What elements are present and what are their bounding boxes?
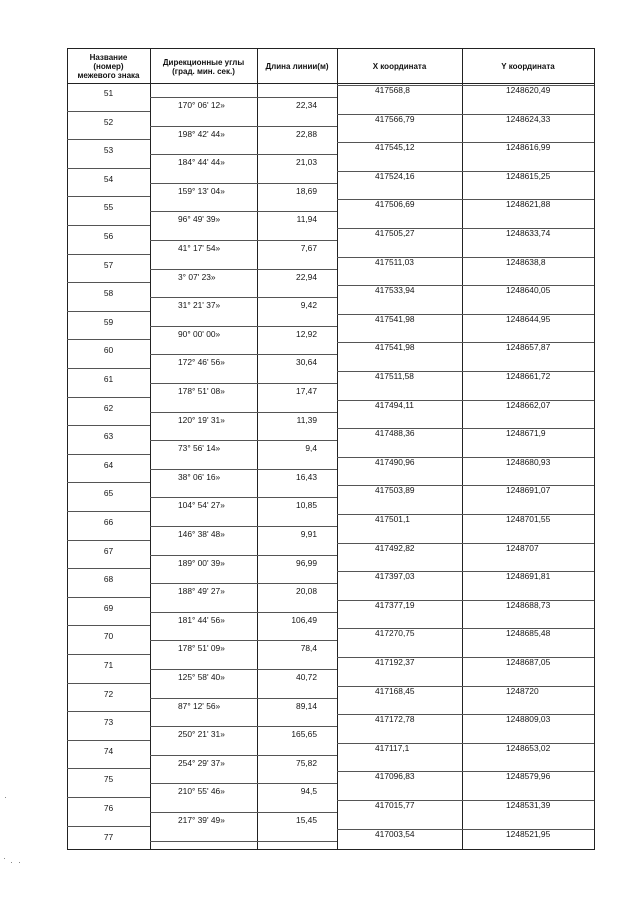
point-y: 1248644,95	[506, 313, 551, 324]
column-header-line: (номер)	[93, 62, 124, 71]
line-length: 94,5	[300, 786, 317, 797]
line-length: 96,99	[296, 557, 317, 568]
line-length: 40,72	[296, 672, 317, 682]
scan-speck	[4, 858, 5, 859]
point-x: 417270,75	[375, 628, 415, 639]
column-header-line: X координата	[372, 62, 427, 71]
direction-angle: 146° 38' 48»	[178, 529, 225, 539]
line-length: 9,42	[300, 300, 317, 311]
column-border	[462, 48, 463, 849]
point-x: 417506,69	[375, 199, 415, 210]
point-x: 417492,82	[375, 542, 415, 553]
line-length: 12,92	[296, 328, 317, 339]
point-y: 1248671,9	[506, 428, 546, 439]
point-x: 417524,16	[375, 170, 415, 181]
point-y: 1248701,55	[506, 514, 551, 524]
row-border-name	[67, 311, 150, 312]
point-y: 1248531,39	[506, 800, 551, 810]
point-x: 417172,78	[375, 714, 415, 725]
line-length: 7,67	[300, 243, 317, 253]
row-border-angle	[150, 612, 337, 613]
direction-angle: 254° 29' 37»	[178, 757, 225, 768]
point-y: 1248579,96	[506, 771, 551, 782]
point-name: 63	[103, 431, 114, 442]
row-border-angle	[150, 269, 337, 270]
row-border-angle	[150, 440, 337, 441]
point-name: 66	[103, 517, 114, 527]
point-x: 417501,1	[375, 514, 410, 524]
line-length: 89,14	[296, 700, 317, 711]
point-x: 417488,36	[375, 428, 415, 439]
point-y: 1248707	[506, 542, 539, 553]
point-y: 1248720	[506, 685, 539, 696]
line-length: 75,82	[296, 757, 317, 768]
line-length: 18,69	[296, 185, 317, 196]
point-y: 1248680,93	[506, 456, 551, 467]
direction-angle: 73° 56' 14»	[178, 443, 221, 454]
direction-angle: 159° 13' 04»	[178, 185, 225, 196]
point-x: 417096,83	[375, 771, 415, 782]
point-x: 417397,03	[375, 571, 415, 582]
line-length: 15,45	[296, 815, 317, 825]
line-length: 22,34	[296, 100, 317, 110]
row-border-angle	[150, 841, 337, 842]
point-name: 65	[103, 488, 114, 499]
row-border-name	[67, 425, 150, 426]
row-border-name	[67, 540, 150, 541]
row-border-name	[67, 568, 150, 569]
point-name: 54	[103, 173, 114, 184]
direction-angle: 198° 42' 44»	[178, 128, 225, 139]
line-length: 10,85	[296, 500, 317, 511]
line-length: 22,94	[296, 271, 317, 282]
direction-angle: 178° 51' 09»	[178, 643, 225, 654]
row-border-angle	[150, 812, 337, 813]
point-y: 1248521,95	[506, 828, 551, 839]
row-border-name	[67, 339, 150, 340]
row-border-name	[67, 282, 150, 283]
column-header-line: Длина линии(м)	[265, 62, 329, 71]
column-header-line: (град. мин. сек.)	[172, 66, 235, 76]
point-x: 417377,19	[375, 599, 415, 610]
line-length: 21,03	[296, 157, 317, 168]
row-border-angle	[150, 297, 337, 298]
point-x: 417503,89	[375, 485, 415, 496]
direction-angle: 188° 49' 27»	[178, 586, 225, 597]
direction-angle: 96° 49' 39»	[178, 214, 221, 225]
row-border-angle	[150, 755, 337, 756]
direction-angle: 104° 54' 27»	[178, 500, 225, 511]
point-name: 55	[103, 202, 114, 213]
direction-angle: 120° 19' 31»	[178, 414, 225, 425]
point-x: 417490,96	[375, 456, 415, 467]
row-border-name	[67, 826, 150, 827]
row-border-name	[67, 139, 150, 140]
point-y: 1248685,48	[506, 628, 551, 639]
row-border-name	[67, 740, 150, 741]
row-border-angle	[150, 669, 337, 670]
point-x: 417545,12	[375, 142, 415, 153]
line-length: 11,39	[296, 414, 317, 425]
point-y: 1248633,74	[506, 228, 551, 238]
row-border-angle	[150, 326, 337, 327]
direction-angle: 178° 51' 08»	[178, 386, 225, 396]
row-border-name	[67, 711, 150, 712]
point-name: 51	[103, 88, 114, 98]
row-border-name	[67, 454, 150, 455]
point-y: 1248688,73	[506, 599, 551, 610]
row-border-name	[67, 797, 150, 798]
direction-angle: 210° 55' 46»	[178, 786, 225, 797]
point-y: 1248691,07	[506, 485, 551, 496]
row-border-angle	[150, 183, 337, 184]
table-top-border	[67, 48, 595, 49]
line-length: 165,65	[291, 729, 317, 740]
point-name: 52	[103, 116, 114, 127]
point-name: 70	[103, 631, 114, 642]
point-name: 59	[103, 316, 114, 327]
line-length: 106,49	[291, 614, 317, 625]
row-border-name	[67, 196, 150, 197]
row-border-angle	[150, 240, 337, 241]
row-border-name	[67, 511, 150, 512]
row-border-angle	[150, 383, 337, 384]
point-y: 1248620,49	[506, 85, 551, 95]
point-y: 1248624,33	[506, 113, 551, 124]
scan-speck	[11, 862, 12, 863]
row-border-angle	[150, 783, 337, 784]
point-y: 1248687,05	[506, 657, 551, 667]
column-header-line: Дирекционные углы	[162, 57, 245, 67]
header-bottom-border	[67, 83, 595, 84]
column-border	[337, 48, 338, 849]
line-length: 9,4	[305, 443, 317, 454]
point-x: 417511,03	[375, 256, 414, 267]
point-x: 417533,94	[375, 285, 415, 296]
direction-angle: 181° 44' 56»	[178, 614, 225, 625]
row-border-angle	[150, 126, 337, 127]
point-name: 64	[103, 459, 114, 470]
point-name: 61	[103, 374, 114, 384]
direction-angle: 250° 21' 31»	[178, 729, 225, 740]
row-border-angle	[150, 698, 337, 699]
point-name: 69	[103, 602, 114, 613]
row-border-angle	[150, 469, 337, 470]
direction-angle: 41° 17' 54»	[178, 243, 221, 253]
point-x: 417511,58	[375, 371, 414, 381]
point-name: 74	[103, 745, 114, 756]
row-border-name	[67, 683, 150, 684]
point-name: 71	[103, 660, 114, 670]
row-border-angle	[150, 555, 337, 556]
direction-angle: 31° 21' 37»	[178, 300, 221, 311]
row-border-angle	[150, 97, 337, 98]
point-name: 56	[103, 231, 114, 241]
point-x: 417568,8	[375, 85, 410, 95]
point-name: 75	[103, 774, 114, 785]
row-border-name	[67, 168, 150, 169]
point-name: 67	[103, 545, 114, 556]
point-name: 58	[103, 288, 114, 299]
line-length: 11,94	[296, 214, 317, 225]
point-y: 1248657,87	[506, 342, 551, 353]
line-length: 17,47	[296, 386, 317, 396]
row-border-angle	[150, 726, 337, 727]
point-name: 73	[103, 717, 114, 728]
point-y: 1248621,88	[506, 199, 551, 210]
point-x: 417003,54	[375, 828, 415, 839]
line-length: 78,4	[300, 643, 317, 654]
direction-angle: 90° 00' 00»	[178, 328, 221, 339]
row-border-name	[67, 225, 150, 226]
column-border	[150, 48, 151, 849]
column-header-line: межевого знака	[77, 71, 140, 80]
row-border-angle	[150, 211, 337, 212]
point-y: 1248638,8	[506, 256, 546, 267]
direction-angle: 170° 06' 12»	[178, 100, 225, 110]
row-border-angle	[150, 583, 337, 584]
point-x: 417541,98	[375, 313, 415, 324]
direction-angle: 184° 44' 44»	[178, 157, 225, 168]
line-length: 20,08	[296, 586, 317, 597]
scan-speck	[5, 797, 6, 798]
line-length: 16,43	[296, 471, 317, 482]
direction-angle: 38° 06' 16»	[178, 471, 221, 482]
point-name: 53	[103, 145, 114, 156]
row-border-name	[67, 597, 150, 598]
row-border-name	[67, 768, 150, 769]
direction-angle: 172° 46' 56»	[178, 357, 225, 368]
direction-angle: 87° 12' 56»	[178, 700, 221, 711]
point-y: 1248615,25	[506, 170, 551, 181]
direction-angle: 189° 00' 39»	[178, 557, 225, 568]
point-y: 1248691,81	[506, 571, 551, 582]
line-length: 30,64	[296, 357, 317, 368]
point-x: 417505,27	[375, 228, 415, 238]
point-y: 1248809,03	[506, 714, 551, 725]
row-border-name	[67, 482, 150, 483]
column-header-line: Y координата	[501, 62, 555, 71]
line-length: 9,91	[300, 529, 317, 539]
point-x: 417117,1	[375, 742, 410, 753]
table-bottom-border	[67, 849, 595, 850]
point-x: 417015,77	[375, 800, 415, 810]
point-x: 417168,45	[375, 685, 415, 696]
row-border-name	[67, 625, 150, 626]
point-y: 1248640,05	[506, 285, 551, 296]
point-x: 417541,98	[375, 342, 415, 353]
row-border-angle	[150, 526, 337, 527]
point-name: 60	[103, 345, 114, 356]
row-border-angle	[150, 497, 337, 498]
direction-angle: 3° 07' 23»	[178, 271, 216, 282]
column-header-line: Название	[89, 53, 128, 62]
point-y: 1248662,07	[506, 399, 551, 410]
row-border-name	[67, 111, 150, 112]
scan-speck	[19, 862, 20, 863]
row-border-angle	[150, 154, 337, 155]
column-border	[594, 48, 595, 849]
row-border-angle	[150, 640, 337, 641]
point-name: 72	[103, 688, 114, 699]
row-border-name	[67, 254, 150, 255]
direction-angle: 217° 39' 49»	[178, 815, 225, 825]
point-x: 417566,79	[375, 113, 415, 124]
point-x: 417494,11	[375, 399, 414, 410]
row-border-name	[67, 397, 150, 398]
point-x: 417192,37	[375, 657, 415, 667]
direction-angle: 125° 58' 40»	[178, 672, 225, 682]
point-y: 1248653,02	[506, 742, 551, 753]
row-border-angle	[150, 354, 337, 355]
point-name: 68	[103, 574, 114, 585]
point-name: 77	[103, 831, 114, 842]
point-y: 1248616,99	[506, 142, 551, 153]
row-border-name	[67, 368, 150, 369]
point-name: 76	[103, 803, 114, 813]
row-border-name	[67, 654, 150, 655]
row-border-angle	[150, 412, 337, 413]
point-name: 57	[103, 259, 114, 270]
point-y: 1248661,72	[506, 371, 551, 381]
line-length: 22,88	[296, 128, 317, 139]
point-name: 62	[103, 402, 114, 413]
